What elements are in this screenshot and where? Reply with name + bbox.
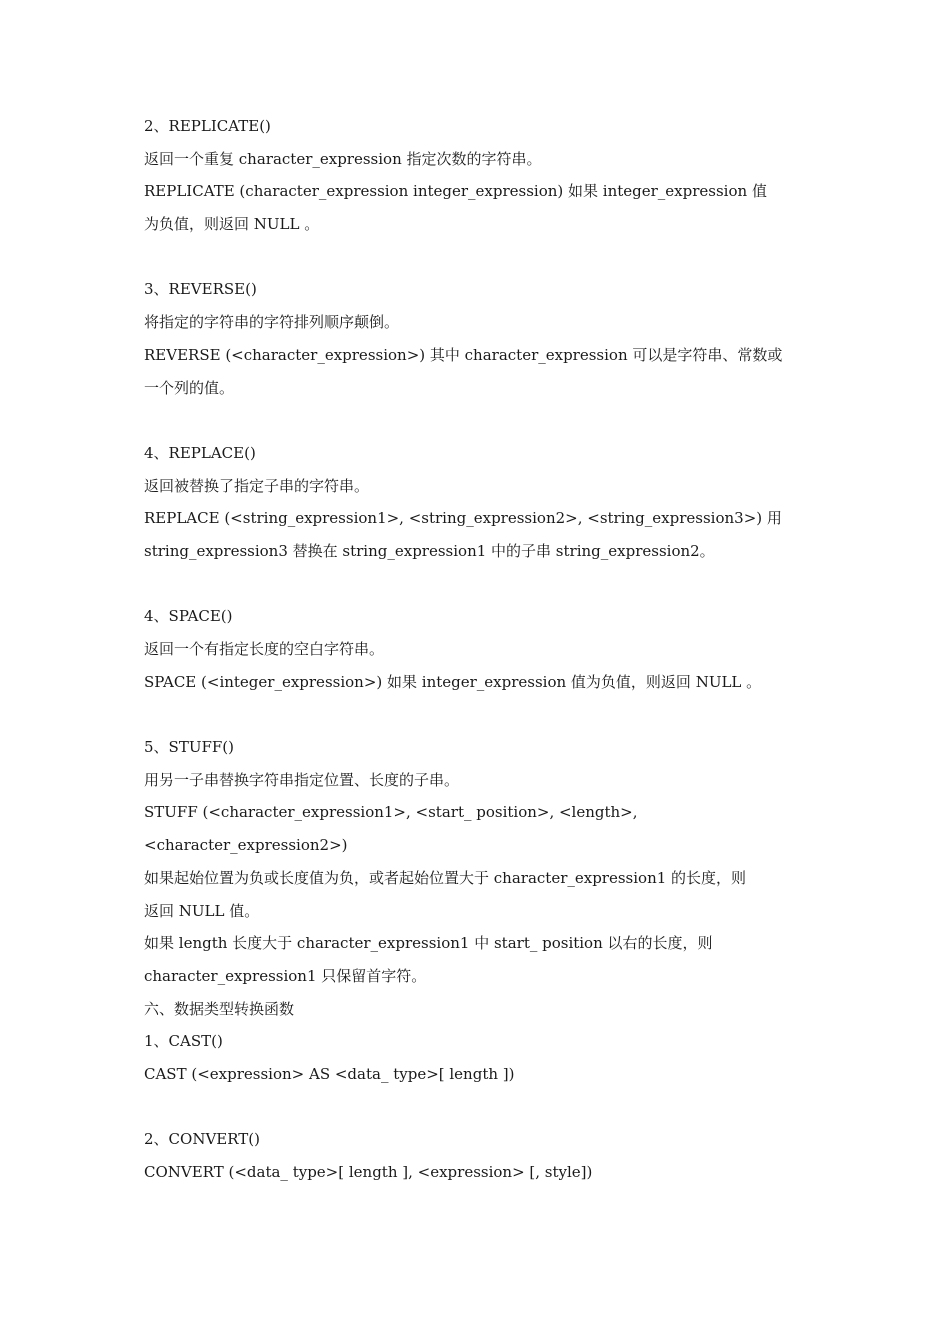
reverse-description: 将指定的字符串的字符排列顺序颠倒。 — [144, 313, 400, 332]
space-description: 返回一个有指定长度的空白字符串。 — [144, 640, 385, 658]
space-heading: 4、SPACE() — [144, 607, 233, 626]
stuff-syntax-line-1: STUFF (<character_expression1>, <start_ position>, <length>, — [144, 803, 638, 822]
stuff-syntax-line-2: <character_expression2>) — [144, 836, 348, 855]
stuff-heading: 5、STUFF() — [144, 738, 234, 757]
cast-heading: 1、CAST() — [144, 1032, 223, 1051]
stuff-note-2-line-2: character_expression1 只保留首字符。 — [144, 966, 427, 985]
blank-line — [144, 404, 814, 437]
replicate-description: 返回一个重复 character_expression 指定次数的字符串。 — [144, 149, 542, 168]
cast-syntax: CAST (<expression> AS <data_ type>[ length ]) — [144, 1064, 515, 1083]
stuff-note-1-line-2: 返回 NULL 值。 — [144, 901, 260, 920]
stuff-note-1-line-1: 如果起始位置为负或长度值为负，或者起始位置大于 character_expression1 的长度，则 — [144, 868, 747, 887]
reverse-heading: 3、REVERSE() — [144, 280, 257, 299]
space-syntax-line-1: SPACE (<integer_expression>) 如果 integer_expression 值为负值，则返回 NULL 。 — [144, 672, 762, 691]
document-body — [144, 110, 814, 1189]
replace-description: 返回被替换了指定子串的字符串。 — [144, 476, 370, 495]
blank-line — [144, 698, 814, 731]
section-6-title: 六、数据类型转换函数 — [144, 999, 295, 1018]
replace-heading: 4、REPLACE() — [144, 443, 256, 462]
replace-syntax-line-2: string_expression3 替换在 string_expression1 中的子串 string_expression2。 — [144, 541, 715, 560]
blank-line — [144, 241, 814, 274]
stuff-note-2-line-1: 如果 length 长度大于 character_expression1 中 start_ position 以右的长度，则 — [144, 934, 713, 953]
blank-line — [144, 568, 814, 601]
blank-line — [144, 1091, 814, 1124]
convert-heading: 2、CONVERT() — [144, 1130, 260, 1149]
reverse-syntax-line-2: 一个列的值。 — [144, 378, 235, 397]
replicate-syntax-line-2: 为负值，则返回 NULL 。 — [144, 215, 320, 234]
reverse-syntax-line-1: REVERSE (<character_expression>) 其中 character_expression 可以是字符串、常数或 — [144, 345, 783, 364]
replace-syntax-line-1: REPLACE (<string_expression1>, <string_expression2>, <string_expression3>) 用 — [144, 509, 782, 528]
convert-syntax: CONVERT (<data_ type>[ length ], <expression> [, style]) — [144, 1163, 593, 1181]
stuff-description: 用另一子串替换字符串指定位置、长度的子串。 — [144, 770, 460, 789]
replicate-syntax-line-1: REPLICATE (character_expression integer_expression) 如果 integer_expression 值 — [144, 182, 767, 201]
replicate-heading: 2、REPLICATE() — [144, 117, 271, 135]
